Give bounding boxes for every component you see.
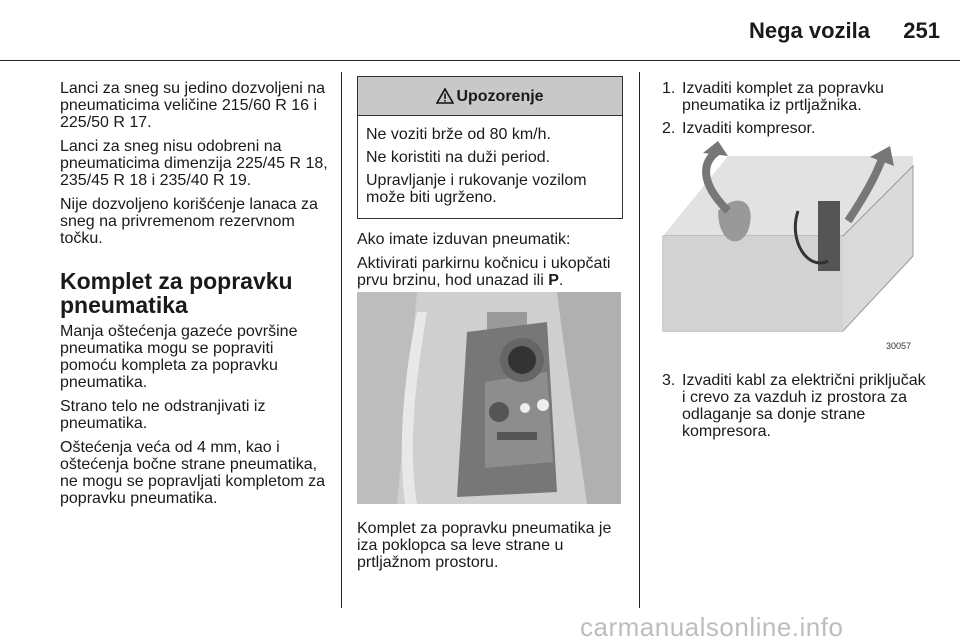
gear-p-label: P [548,272,559,289]
warning-line: Ne voziti brže od 80 km/h. [366,126,551,143]
warning-header [358,77,622,116]
steps-list [662,80,932,137]
step-number: 1. [662,80,676,97]
paragraph: Lanci za sneg nisu odobreni na pneumaticima dimenzija 225/45 R 18, 235/45 R 18 i 235/40 R 19. [60,138,328,189]
page-number: 251 [903,18,940,43]
page-header-title: Nega vozila [748,18,870,43]
text-run: . [558,272,564,289]
paragraph: Ako imate izduvan pneumatik: [357,231,571,248]
warning-line: Ne koristiti na duži period. [366,149,551,166]
paragraph: Komplet za popravku pneumatika je iza poklopca sa leve strane u prtljažnom prostoru. [357,520,612,571]
paragraph: Manja oštećenja gazeće površine pneumatika mogu se popraviti pomoću kompleta za popravku pneumatika. [60,323,298,391]
warning-triangle-icon [436,88,454,104]
figure-number: 30057 [886,341,912,351]
paragraph [357,255,627,289]
step-number: 2. [662,120,676,137]
warning-line: Upravljanje i rukovanje vozilom može biti ugrženo. [366,172,587,206]
column-2 [357,76,627,296]
paragraph: Nije dozvoljeno korišćenje lanaca za sneg na privremenom rezervnom točku. [60,196,318,247]
column-divider-1 [341,72,342,608]
step-text: Izvaditi komplet za popravku pneumatika iz prtljažnika. [682,80,884,114]
header-divider [0,60,960,61]
step-item [662,372,932,440]
step-text: Izvaditi kabl za električni priključak i crevo za vazduh iz prostora za odlaganje sa donje strane kompresora. [682,372,926,440]
trunk-cover-photo [357,292,621,504]
compressor-illustration [658,141,920,353]
trunk-cover-illustration [357,292,621,504]
warning-title: Upozorenje [456,87,544,105]
text-run: Aktivirati parkirnu kočnicu i ukopčati prvu brzinu, hod unazad ili [357,255,611,289]
step-item [662,120,932,137]
column-1 [60,80,330,514]
column-3 [662,80,932,143]
watermark: carmanualsonline.info [580,612,844,642]
column-3-bottom [662,372,932,446]
paragraph: Oštećenja veća od 4 mm, kao i oštećenja bočne strane pneumatika, ne mogu se popravljati kompletom za popravku pneumatika. [60,439,326,507]
step-item [662,80,932,114]
column-divider-2 [639,72,640,608]
step-number: 3. [662,372,676,389]
column-2-bottom [357,520,627,578]
paragraph: Strano telo ne odstranjivati iz pneumatika. [60,398,266,432]
warning-body [358,116,622,218]
step-text: Izvaditi kompresor. [682,120,816,137]
warning-box [357,76,623,219]
compressor-drawing [658,141,920,353]
section-heading: Komplet za popravku pneumatika [60,268,293,318]
paragraph: Lanci za sneg su jedino dozvoljeni na pneumaticima veličine 215/60 R 16 i 225/50 R 17. [60,80,326,131]
steps-list [662,372,932,440]
